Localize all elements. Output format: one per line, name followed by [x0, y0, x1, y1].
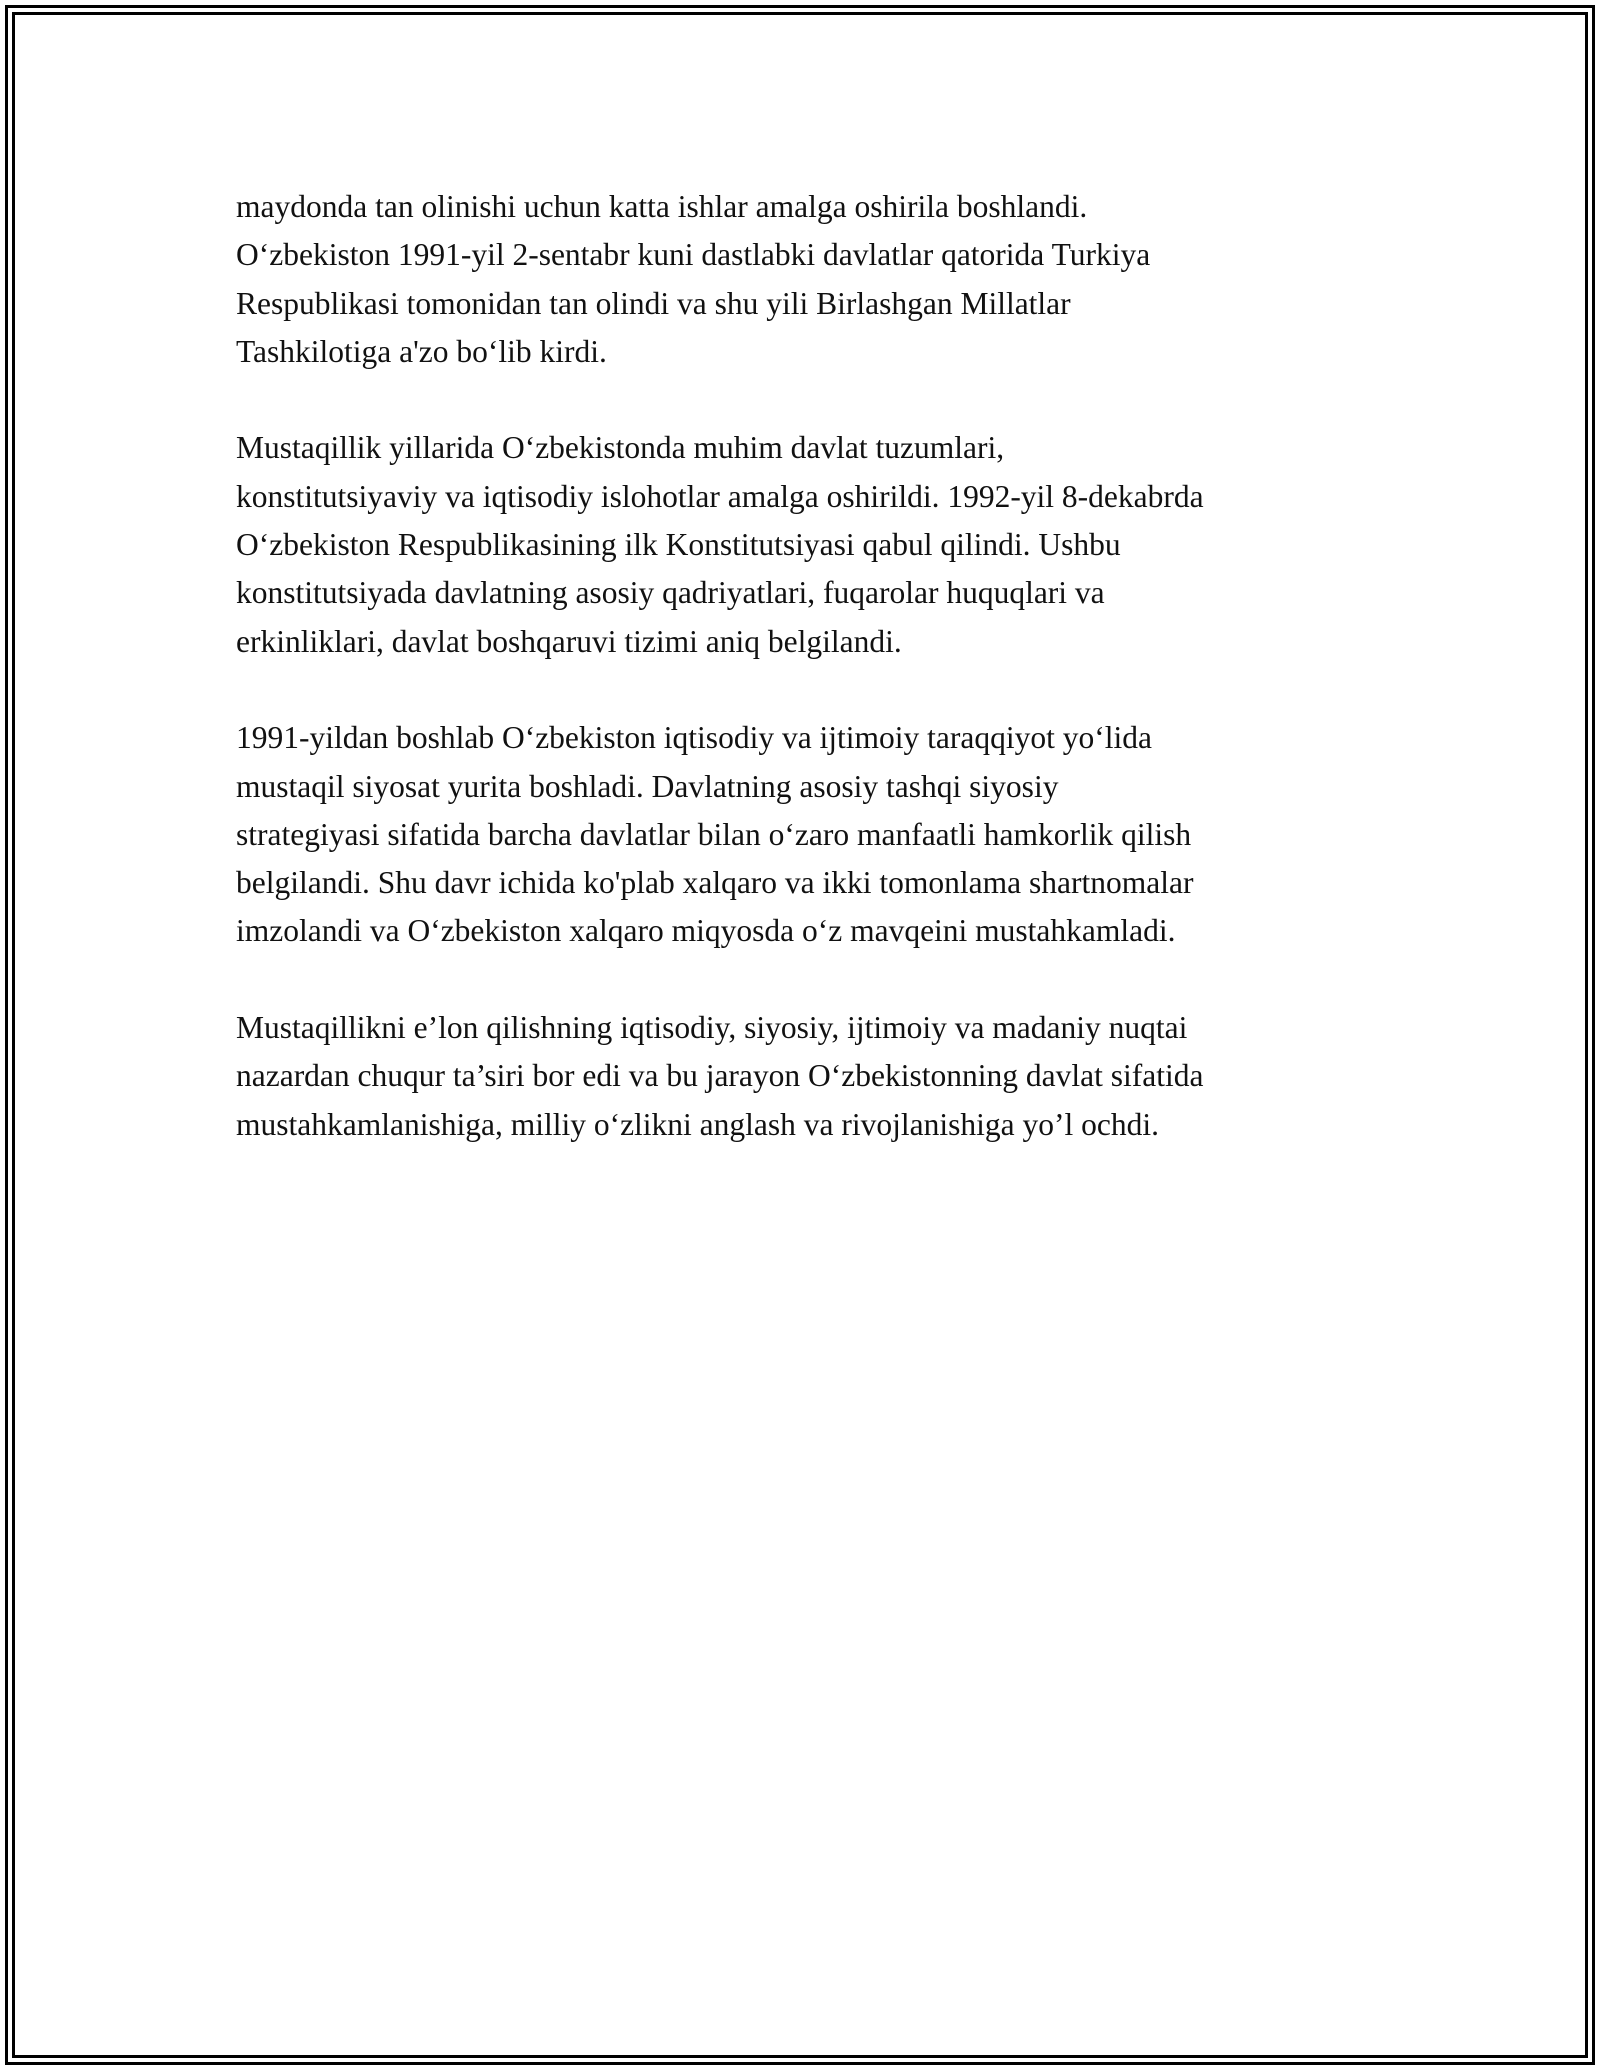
text-line: nazardan chuqur ta’siri bor edi va bu jarayon O‘zbekistonning davlat sifatida	[236, 1058, 1204, 1094]
text-line: Tashkilotiga a'zo bo‘lib kirdi.	[236, 333, 607, 369]
text-line: erkinliklari, davlat boshqaruvi tizimi aniq belgilandi.	[236, 623, 902, 659]
text-line: Mustaqillikni e’lon qilishning iqtisodiy, siyosiy, ijtimoiy va madaniy nuqtai	[236, 1010, 1188, 1046]
text-line: imzolandi va O‘zbekiston xalqaro miqyosda o‘z mavqeini mustahkamladi.	[236, 913, 1176, 949]
text-line: mustahkamlanishiga, milliy o‘zlikni anglash va rivojlanishiga yo’l ochdi.	[236, 1106, 1159, 1142]
paragraph-4	[236, 1004, 1376, 1149]
text-line: belgilandi. Shu davr ichida ko'plab xalqaro va ikki tomonlama shartnomalar	[236, 865, 1194, 901]
text-line: O‘zbekiston 1991-yil 2-sentabr kuni dastlabki davlatlar qatorida Turkiya	[236, 237, 1151, 273]
text-line: konstitutsiyaviy va iqtisodiy islohotlar amalga oshirildi. 1992-yil 8-dekabrda	[236, 478, 1204, 514]
text-line: Respublikasi tomonidan tan olindi va shu yili Birlashgan Millatlar	[236, 285, 1071, 321]
paragraph-1	[236, 183, 1376, 376]
text-line: O‘zbekiston Respublikasining ilk Konstitutsiyasi qabul qilindi. Ushbu	[236, 527, 1121, 563]
text-line: mustaqil siyosat yurita boshladi. Davlatning asosiy tashqi siyosiy	[236, 768, 1059, 804]
text-line: konstitutsiyada davlatning asosiy qadriyatlari, fuqarolar huquqlari va	[236, 575, 1105, 611]
text-line: Mustaqillik yillarida O‘zbekistonda muhim davlat tuzumlari,	[236, 430, 1005, 466]
paragraph-3	[236, 714, 1376, 955]
text-line: maydonda tan olinishi uchun katta ishlar amalga oshirila boshlandi.	[236, 189, 1088, 224]
text-line: 1991-yildan boshlab O‘zbekiston iqtisodiy va ijtimoiy taraqqiyot yo‘lida	[236, 720, 1152, 756]
text-line: strategiyasi sifatida barcha davlatlar bilan o‘zaro manfaatli hamkorlik qilish	[236, 816, 1192, 852]
paragraph-2	[236, 424, 1376, 665]
document-body	[236, 183, 1376, 1197]
